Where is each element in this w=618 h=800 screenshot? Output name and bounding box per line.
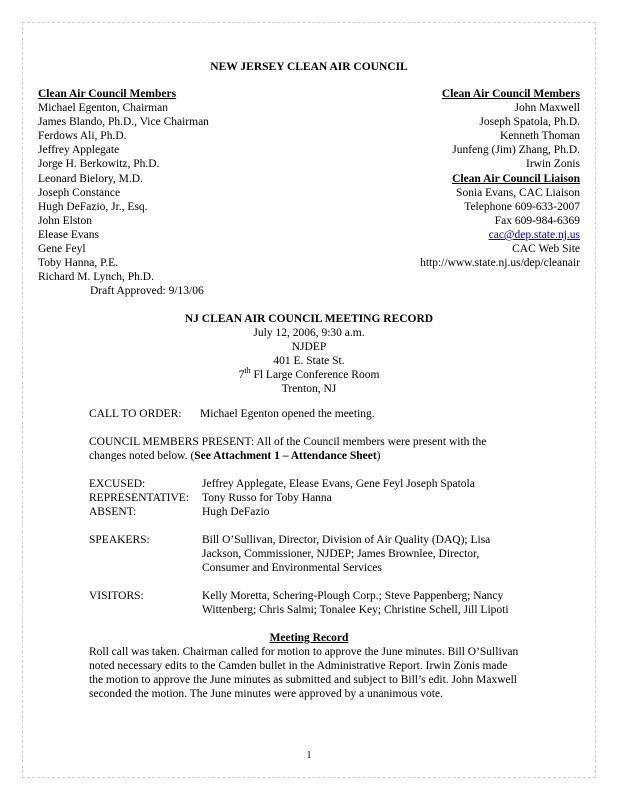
call-to-order-label: CALL TO ORDER:: [89, 408, 182, 420]
excused-list: Jeffrey Applegate, Elease Evans, Gene Feyl Joseph Spatola: [202, 478, 475, 490]
right-members-heading: Clean Air Council Members: [441, 88, 580, 100]
excused-label: EXCUSED:: [89, 478, 146, 490]
member-name: Leonard Bielory, M.D.: [38, 172, 143, 185]
left-members-heading: Clean Air Council Members: [38, 88, 177, 100]
record-header: [0, 312, 618, 397]
speakers-label: SPEAKERS:: [89, 534, 150, 546]
member-name: Gene Feyl: [38, 243, 86, 256]
member-name: Richard M. Lynch, Ph.D.: [38, 271, 154, 284]
meeting-record-text: Roll call was taken. Chairman called for motion to approve the June minutes. Bill O’Sullivan noted necessary edits to the Camden bullet in the Administrative Report. Irwin Zonis made the motion to approve the June minutes as submitted and subject to Bill’s edit. John Maxwell seconded the motion. The June minutes were approved by a unanimous vote.: [89, 646, 519, 701]
fax: Fax 609-984-6369: [494, 214, 580, 227]
record-org: NJDEP: [291, 341, 327, 354]
absent-text: Hugh DeFazio: [202, 506, 270, 518]
representative-text: Tony Russo for Toby Hanna: [202, 492, 332, 504]
member-name: Toby Hanna, P.E.: [38, 257, 119, 270]
visitors-text: Kelly Moretta, Schering-Plough Corp.; Steve Pappenberg; Nancy Wittenberg; Chris Salmi; Tonalee Key; Christine Schell, Jill Lipoti: [202, 590, 509, 617]
left-members-column: [38, 87, 298, 298]
record-date: July 12, 2006, 9:30 a.m.: [253, 327, 365, 340]
call-to-order-text: Michael Egenton opened the meeting.: [200, 408, 375, 420]
member-name: Elease Evans: [38, 228, 99, 241]
record-room: 7th Fl Large Conference Room: [238, 366, 380, 382]
member-name: Junfeng (Jim) Zhang, Ph.D.: [452, 144, 580, 157]
members-present: COUNCIL MEMBERS PRESENT: All of the Council members were present with the changes noted below. (See Attachment 1 – Attendance Sheet): [89, 436, 487, 463]
council-title: NEW JERSEY CLEAN AIR COUNCIL: [210, 61, 408, 73]
liaison-heading: Clean Air Council Liaison: [452, 172, 580, 185]
telephone: Telephone 609-633-2007: [464, 200, 580, 213]
member-name: Irwin Zonis: [526, 158, 580, 171]
absent-label: ABSENT:: [89, 506, 137, 518]
record-address: 401 E. State St.: [273, 355, 345, 368]
member-name: John Maxwell: [514, 102, 580, 115]
draft-approved: Draft Approved: 9/13/06: [90, 285, 204, 298]
member-name: Joseph Spatola, Ph.D.: [479, 116, 580, 129]
right-members-column: [320, 87, 580, 270]
page-number: 1: [306, 750, 312, 761]
meeting-record-heading: Meeting Record: [269, 632, 349, 644]
member-name: Kenneth Thoman: [500, 130, 580, 143]
member-name: James Blando, Ph.D., Vice Chairman: [38, 116, 209, 129]
email-link[interactable]: cac@dep.state.nj.us: [488, 228, 580, 241]
record-city: Trenton, NJ: [281, 383, 337, 396]
member-name: Jorge H. Berkowitz, Ph.D.: [38, 158, 160, 171]
website-label: CAC Web Site: [512, 243, 580, 256]
visitors-label: VISITORS:: [89, 590, 144, 602]
representative-label: REPRESENTATIVE:: [89, 492, 190, 504]
record-title: NJ CLEAN AIR COUNCIL MEETING RECORD: [184, 313, 434, 325]
member-name: Michael Egenton, Chairman: [38, 102, 168, 115]
member-name: John Elston: [38, 214, 92, 227]
member-name: Joseph Constance: [38, 186, 121, 199]
website-url: http://www.state.nj.us/dep/cleanair: [420, 257, 580, 270]
speakers-text: Bill O’Sullivan, Director, Division of Air Quality (DAQ); Lisa Jackson, Commissioner, NJDEP; James Brownlee, Director, Consumer and Environmental Services: [202, 534, 491, 575]
member-name: Jeffrey Applegate: [38, 144, 120, 157]
member-name: Ferdows Ali, Ph.D.: [38, 130, 127, 143]
member-name: Hugh DeFazio, Jr., Esq.: [38, 200, 148, 213]
liaison-name: Sonia Evans, CAC Liaison: [456, 186, 580, 199]
